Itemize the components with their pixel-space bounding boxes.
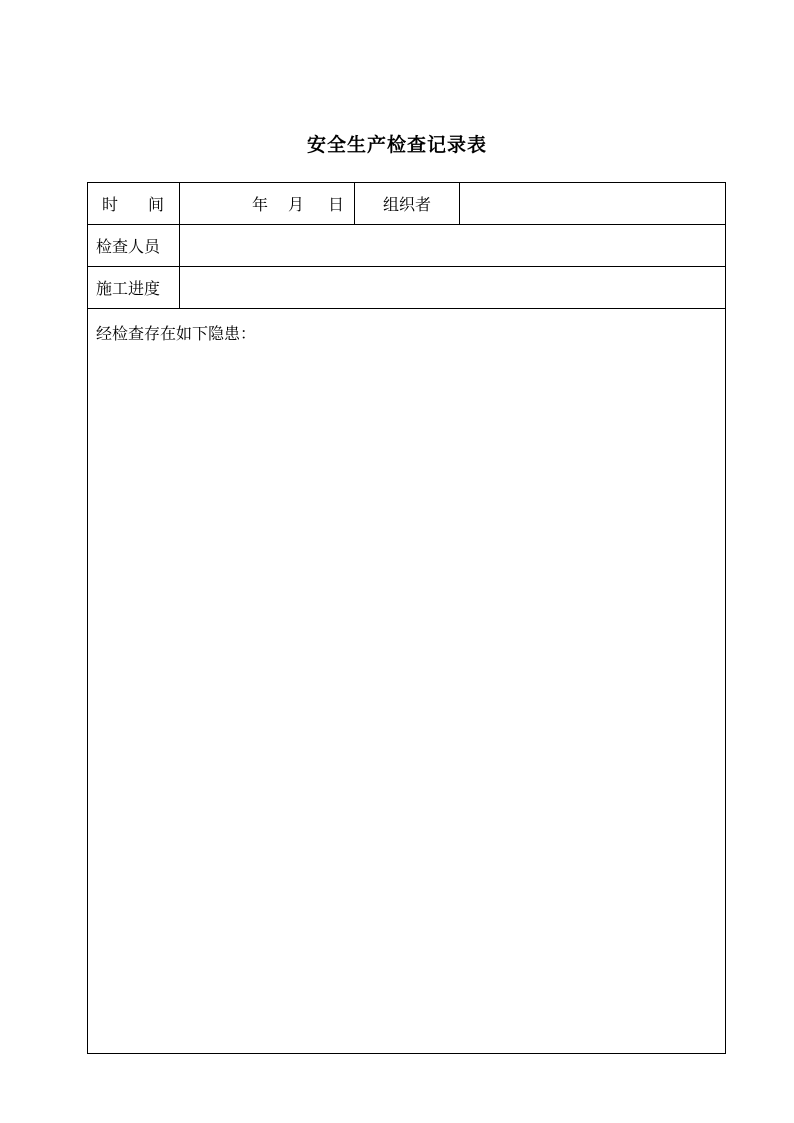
progress-label: 施工进度 <box>88 267 180 309</box>
time-label-char-1: 时 <box>102 195 119 214</box>
date-field[interactable] <box>180 183 355 225</box>
month-unit: 月 <box>287 195 304 214</box>
inspectors-field[interactable] <box>180 225 726 267</box>
time-row <box>88 183 726 225</box>
hazards-label: 经检查存在如下隐患： <box>96 324 257 343</box>
organizer-field[interactable] <box>460 183 726 225</box>
page-title: 安全生产检查记录表 <box>306 134 487 156</box>
progress-row <box>88 267 726 309</box>
hazards-field[interactable] <box>88 309 726 1054</box>
time-label-char-2: 间 <box>148 195 165 214</box>
organizer-label: 组织者 <box>355 183 460 225</box>
day-unit: 日 <box>327 195 344 214</box>
inspectors-label: 检查人员 <box>88 225 180 267</box>
progress-field[interactable] <box>180 267 726 309</box>
year-unit: 年 <box>251 195 268 214</box>
inspectors-row <box>88 225 726 267</box>
inspection-record-table <box>87 182 726 1054</box>
time-label <box>88 183 180 225</box>
hazards-row <box>88 309 726 1054</box>
